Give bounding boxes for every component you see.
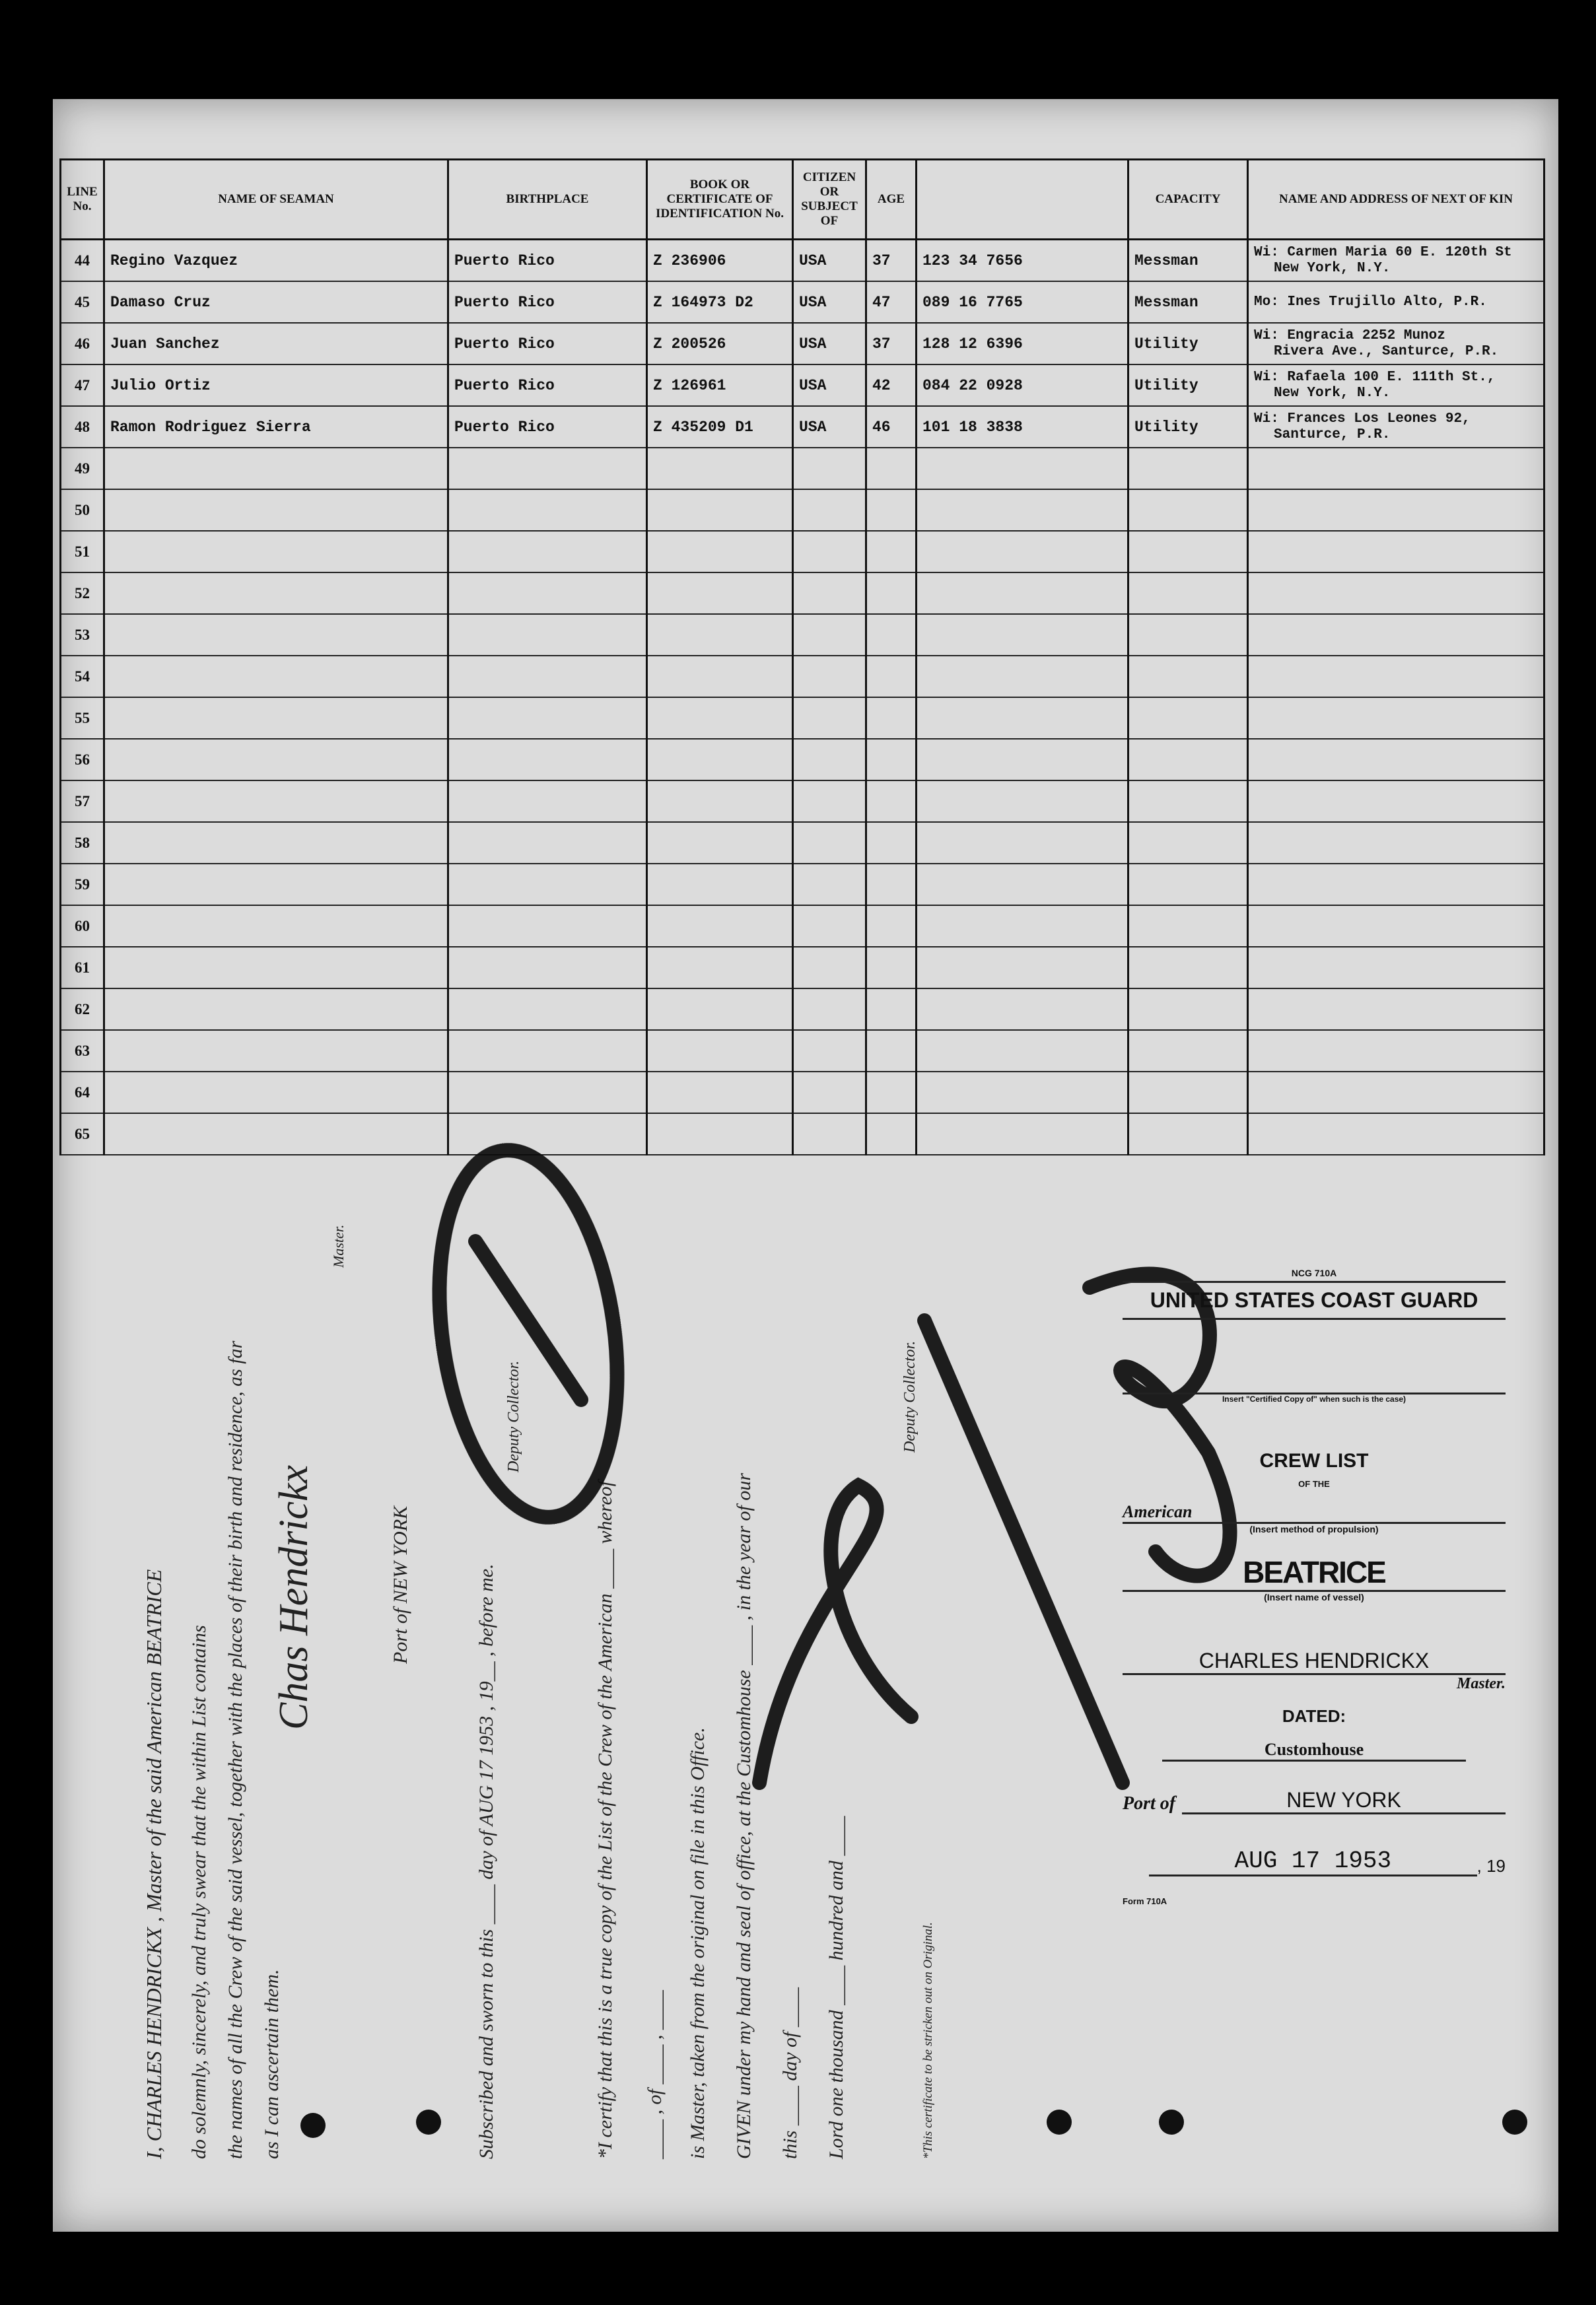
handwritten-digit-2 — [759, 1486, 911, 1783]
cell-name — [104, 448, 448, 489]
kin-line-1: Wi: Carmen Maria 60 E. 120th St — [1254, 244, 1512, 260]
cell-line: 51 — [61, 531, 104, 572]
cell-name — [104, 489, 448, 531]
cell-capacity — [1128, 656, 1248, 697]
cell-age: 46 — [866, 406, 917, 448]
cell-kin — [1248, 614, 1544, 656]
cell-kin — [1248, 780, 1544, 822]
cell-cert — [647, 1030, 793, 1072]
table-row — [61, 656, 1544, 697]
cell-ssn — [917, 572, 1128, 614]
cell-ssn — [917, 739, 1128, 780]
subscribed-sworn: Subscribed and sworn to this ____ day of AUG 17 1953 , 19__ , before me. — [475, 1564, 497, 2159]
kin-line-2: New York, N.Y. — [1274, 260, 1391, 276]
cell-name — [104, 614, 448, 656]
cell-name — [104, 864, 448, 905]
cell-kin — [1248, 1072, 1544, 1113]
table-row — [61, 780, 1544, 822]
certify-line-3: is Master, taken from the original on file in this Office. — [687, 1727, 709, 2159]
cell-birthplace — [448, 697, 647, 739]
cell-age — [866, 489, 917, 531]
cell-line: 64 — [61, 1072, 104, 1113]
punch-hole — [1159, 2110, 1184, 2135]
header-birthplace: BIRTHPLACE — [448, 160, 647, 240]
oath-line-2: do solemnly, sincerely, and truly swear that the within List contains — [188, 1625, 210, 2159]
cell-birthplace — [448, 780, 647, 822]
certify-line-5: this ____ day of ____ — [779, 1987, 801, 2159]
cell-line: 50 — [61, 489, 104, 531]
cell-age — [866, 905, 917, 947]
cell-name: Regino Vazquez — [104, 240, 448, 282]
cell-age: 37 — [866, 323, 917, 364]
cell-citizen — [793, 739, 866, 780]
kin-line-1: Wi: Engracia 2252 Munoz — [1254, 327, 1445, 343]
cell-cert — [647, 905, 793, 947]
cell-ssn — [917, 988, 1128, 1030]
table-row — [61, 323, 1544, 364]
cell-capacity — [1128, 1072, 1248, 1113]
oath-line-4: as I can ascertain them. — [261, 1969, 283, 2159]
cell-age — [866, 988, 917, 1030]
kin-line-1: Wi: Frances Los Leones 92, — [1254, 411, 1471, 427]
cell-kin — [1248, 988, 1544, 1030]
cell-cert — [647, 572, 793, 614]
cell-cert — [647, 489, 793, 531]
cell-capacity: Utility — [1128, 406, 1248, 448]
cell-ssn — [917, 1030, 1128, 1072]
cell-line: 44 — [61, 240, 104, 282]
cell-cert — [647, 1072, 793, 1113]
table-row — [61, 572, 1544, 614]
punch-hole — [1047, 2110, 1072, 2135]
form-master-label: Master. — [1456, 1675, 1506, 1692]
cell-capacity: Utility — [1128, 323, 1248, 364]
cell-ssn — [917, 947, 1128, 988]
table-row — [61, 1030, 1544, 1072]
cell-birthplace — [448, 448, 647, 489]
cell-line: 62 — [61, 988, 104, 1030]
port-of-label: Port of — [1123, 1793, 1176, 1814]
cell-cert: Z 236906 — [647, 240, 793, 282]
table-row — [61, 281, 1544, 323]
cell-age — [866, 656, 917, 697]
form-code: NCG 710A — [1291, 1268, 1337, 1278]
crew-table-body — [61, 240, 1544, 1155]
subscribed-port: Port of NEW YORK — [390, 1505, 411, 1664]
port-line — [1123, 1788, 1506, 1814]
cell-kin — [1248, 572, 1544, 614]
cell-name: Juan Sanchez — [104, 323, 448, 364]
cell-name: Julio Ortiz — [104, 364, 448, 406]
cell-cert — [647, 988, 793, 1030]
table-row — [61, 614, 1544, 656]
cell-cert: Z 200526 — [647, 323, 793, 364]
certify-line-4: GIVEN under my hand and seal of office, at the Customhouse ____ , in the year of our — [733, 1472, 755, 2159]
cell-ssn: 128 12 6396 — [917, 323, 1128, 364]
table-row — [61, 489, 1544, 531]
cell-birthplace — [448, 988, 647, 1030]
cell-name — [104, 572, 448, 614]
cell-age: 42 — [866, 364, 917, 406]
cell-birthplace — [448, 822, 647, 864]
american-label: American — [1123, 1502, 1506, 1524]
header-citizen: CITIZEN OR SUBJECT OF — [793, 160, 866, 240]
cell-kin — [1248, 281, 1544, 323]
cell-ssn — [917, 614, 1128, 656]
cell-line: 59 — [61, 864, 104, 905]
cell-capacity — [1128, 531, 1248, 572]
cell-name — [104, 780, 448, 822]
cell-ssn — [917, 448, 1128, 489]
cell-birthplace — [448, 905, 647, 947]
cell-name: Ramon Rodriguez Sierra — [104, 406, 448, 448]
cell-age — [866, 739, 917, 780]
cell-citizen — [793, 448, 866, 489]
crew-list-title: CREW LIST — [1259, 1450, 1369, 1472]
kin-line-2: Santurce, P.R. — [1274, 427, 1391, 442]
cell-kin — [1248, 822, 1544, 864]
cell-birthplace: Puerto Rico — [448, 406, 647, 448]
cell-citizen: USA — [793, 240, 866, 282]
master-name: CHARLES HENDRICKX — [1123, 1649, 1506, 1675]
cell-ssn — [917, 1072, 1128, 1113]
cell-age — [866, 531, 917, 572]
cell-capacity — [1128, 780, 1248, 822]
cell-kin — [1248, 406, 1544, 448]
table-row — [61, 364, 1544, 406]
cell-cert — [647, 947, 793, 988]
cell-kin — [1248, 864, 1544, 905]
header-ssn — [917, 160, 1128, 240]
cell-citizen — [793, 572, 866, 614]
cell-citizen — [793, 614, 866, 656]
cell-line: 48 — [61, 406, 104, 448]
cell-citizen — [793, 1072, 866, 1113]
cell-ssn — [917, 780, 1128, 822]
date-stamp: AUG 17 1953 — [1149, 1847, 1477, 1876]
cell-age: 37 — [866, 240, 917, 282]
table-row — [61, 988, 1544, 1030]
cell-name — [104, 822, 448, 864]
cell-name — [104, 947, 448, 988]
cell-capacity — [1128, 988, 1248, 1030]
cell-age — [866, 1072, 917, 1113]
cell-name — [104, 739, 448, 780]
cell-birthplace — [448, 864, 647, 905]
cell-name — [104, 1072, 448, 1113]
table-row — [61, 739, 1544, 780]
certify-line-1: *I certify that this is a true copy of the List of the Crew of the American ____ whereof — [594, 1480, 616, 2159]
header-capacity: CAPACITY — [1128, 160, 1248, 240]
cell-ssn — [917, 489, 1128, 531]
cell-line: 46 — [61, 323, 104, 364]
cell-citizen — [793, 905, 866, 947]
cell-birthplace — [448, 947, 647, 988]
cell-line: 63 — [61, 1030, 104, 1072]
oath-master-label: Master. — [330, 1224, 347, 1268]
cell-line: 52 — [61, 572, 104, 614]
cell-citizen — [793, 864, 866, 905]
table-header-row — [61, 160, 1544, 240]
cell-cert — [647, 780, 793, 822]
cell-cert — [647, 614, 793, 656]
cell-birthplace: Puerto Rico — [448, 281, 647, 323]
certify-line-6: Lord one thousand ____ hundred and ____ — [825, 1816, 847, 2159]
cell-citizen — [793, 489, 866, 531]
cell-capacity — [1128, 905, 1248, 947]
cell-age — [866, 614, 917, 656]
punch-hole — [1502, 2110, 1527, 2135]
customhouse-label: Customhouse — [1162, 1740, 1466, 1762]
table-row — [61, 947, 1544, 988]
cell-age — [866, 448, 917, 489]
cell-birthplace: Puerto Rico — [448, 323, 647, 364]
cell-cert — [647, 822, 793, 864]
cell-capacity — [1128, 947, 1248, 988]
cell-citizen: USA — [793, 364, 866, 406]
cell-line: 53 — [61, 614, 104, 656]
cell-kin — [1248, 531, 1544, 572]
cell-capacity: Messman — [1128, 281, 1248, 323]
vessel-note: (Insert name of vessel) — [1264, 1592, 1364, 1602]
cell-kin — [1248, 489, 1544, 531]
cell-capacity — [1128, 822, 1248, 864]
cell-birthplace: Puerto Rico — [448, 364, 647, 406]
cell-kin — [1248, 364, 1544, 406]
certified-copy-note: Insert "Certified Copy of" when such is the case) — [1222, 1394, 1406, 1404]
header-cert: BOOK OR CERTIFICATE OF IDENTIFICATION No. — [647, 160, 793, 240]
cell-kin — [1248, 947, 1544, 988]
of-the-label: OF THE — [1298, 1479, 1330, 1489]
cell-capacity — [1128, 739, 1248, 780]
cell-birthplace — [448, 531, 647, 572]
propulsion-note: (Insert method of propulsion) — [1249, 1524, 1379, 1534]
cell-age — [866, 822, 917, 864]
port-name: NEW YORK — [1182, 1788, 1506, 1814]
cell-ssn: 089 16 7765 — [917, 281, 1128, 323]
cell-age: 47 — [866, 281, 917, 323]
cell-ssn — [917, 822, 1128, 864]
kin-line-1: Wi: Rafaela 100 E. 111th St., — [1254, 369, 1496, 385]
cell-name — [104, 656, 448, 697]
agency-title: UNITED STATES COAST GUARD — [1123, 1281, 1506, 1320]
cell-kin — [1248, 323, 1544, 364]
cell-age — [866, 1030, 917, 1072]
cell-name — [104, 905, 448, 947]
cell-name: Damaso Cruz — [104, 281, 448, 323]
table-row — [61, 905, 1544, 947]
cell-ssn: 084 22 0928 — [917, 364, 1128, 406]
cell-capacity — [1128, 614, 1248, 656]
cell-line: 45 — [61, 281, 104, 323]
cell-cert — [647, 656, 793, 697]
table-row — [61, 864, 1544, 905]
table-row — [61, 822, 1544, 864]
cell-kin — [1248, 240, 1544, 282]
cell-capacity: Messman — [1128, 240, 1248, 282]
cell-age — [866, 572, 917, 614]
date-line — [1123, 1847, 1506, 1876]
header-name: NAME OF SEAMAN — [104, 160, 448, 240]
cell-ssn — [917, 905, 1128, 947]
oath-line-1: I, CHARLES HENDRICKX , Master of the said American BEATRICE — [142, 1569, 166, 2159]
header-line: LINE No. — [61, 160, 104, 240]
vessel-name: BEATRICE — [1123, 1554, 1506, 1592]
cell-capacity — [1128, 1030, 1248, 1072]
cell-capacity — [1128, 489, 1248, 531]
handwritten-zero — [417, 1139, 639, 1529]
header-next-of-kin: NAME AND ADDRESS OF NEXT OF KIN — [1248, 160, 1544, 240]
cell-line: 61 — [61, 947, 104, 988]
table-row — [61, 448, 1544, 489]
cell-capacity — [1128, 697, 1248, 739]
cell-capacity — [1128, 448, 1248, 489]
cell-birthplace — [448, 489, 647, 531]
cell-citizen — [793, 947, 866, 988]
cell-kin — [1248, 1030, 1544, 1072]
cell-line: 49 — [61, 448, 104, 489]
cell-birthplace — [448, 1072, 647, 1113]
table-row — [61, 531, 1544, 572]
cell-kin — [1248, 656, 1544, 697]
cell-name — [104, 531, 448, 572]
cell-age — [866, 697, 917, 739]
cell-birthplace — [448, 1030, 647, 1072]
cell-line: 60 — [61, 905, 104, 947]
form-number: Form 710A — [1123, 1896, 1167, 1906]
deputy-collector-2: Deputy Collector. — [901, 1340, 919, 1453]
cell-cert: Z 435209 D1 — [647, 406, 793, 448]
cell-birthplace: Puerto Rico — [448, 240, 647, 282]
cell-ssn: 123 34 7656 — [917, 240, 1128, 282]
oath-line-3: the names of all the Crew of the said vessel, together with the places of their birth and residence, as far — [225, 1340, 246, 2159]
cell-citizen: USA — [793, 406, 866, 448]
cell-citizen: USA — [793, 323, 866, 364]
cell-birthplace — [448, 656, 647, 697]
cell-capacity — [1128, 864, 1248, 905]
cell-line: 56 — [61, 739, 104, 780]
cell-line: 65 — [61, 1113, 104, 1155]
year-suffix: , 19 — [1476, 1856, 1506, 1876]
cell-kin — [1248, 739, 1544, 780]
cell-cert — [647, 531, 793, 572]
cell-ssn — [917, 864, 1128, 905]
cell-ssn — [917, 531, 1128, 572]
certificate-footnote: *This certificate to be stricken out on Original. — [921, 1922, 935, 2159]
cell-citizen — [793, 988, 866, 1030]
cell-ssn — [917, 697, 1128, 739]
cell-ssn — [917, 656, 1128, 697]
cell-citizen — [793, 531, 866, 572]
cell-citizen — [793, 697, 866, 739]
cell-name — [104, 988, 448, 1030]
table-row — [61, 697, 1544, 739]
cell-cert — [647, 448, 793, 489]
table-row — [61, 240, 1544, 282]
cell-line: 47 — [61, 364, 104, 406]
table-row — [61, 1072, 1544, 1113]
cell-line: 55 — [61, 697, 104, 739]
cell-kin — [1248, 905, 1544, 947]
cell-citizen — [793, 1030, 866, 1072]
handwritten-digit-1 — [924, 1321, 1123, 1783]
cell-citizen: USA — [793, 281, 866, 323]
dated-label: DATED: — [1282, 1706, 1346, 1726]
cell-ssn: 101 18 3838 — [917, 406, 1128, 448]
punch-hole — [416, 2110, 441, 2135]
cell-name — [104, 697, 448, 739]
form-title-block — [1123, 1268, 1506, 1906]
cell-line: 54 — [61, 656, 104, 697]
cell-citizen — [793, 822, 866, 864]
table-row — [61, 406, 1544, 448]
cell-cert: Z 126961 — [647, 364, 793, 406]
header-age: AGE — [866, 160, 917, 240]
cell-citizen — [793, 780, 866, 822]
deputy-collector-1: Deputy Collector. — [505, 1360, 522, 1472]
handwritten-slash — [475, 1241, 581, 1400]
kin-line-2: New York, N.Y. — [1274, 385, 1391, 401]
crew-table — [59, 158, 1545, 1155]
cell-capacity: Utility — [1128, 364, 1248, 406]
master-signature: Chas Hendrickx — [271, 1464, 316, 1730]
cell-cert — [647, 739, 793, 780]
kin-line-2: Rivera Ave., Santurce, P.R. — [1274, 343, 1499, 359]
cell-citizen — [793, 656, 866, 697]
cell-birthplace — [448, 614, 647, 656]
cell-line: 57 — [61, 780, 104, 822]
cell-cert — [647, 697, 793, 739]
cell-kin — [1248, 448, 1544, 489]
cell-cert: Z 164973 D2 — [647, 281, 793, 323]
cell-kin — [1248, 697, 1544, 739]
kin-line-1: Mo: Ines Trujillo Alto, P.R. — [1254, 294, 1487, 310]
cell-capacity — [1128, 572, 1248, 614]
cell-birthplace — [448, 572, 647, 614]
cell-age — [866, 780, 917, 822]
certify-line-2: ____ , of ____ , ____ — [644, 1990, 666, 2159]
cell-age — [866, 947, 917, 988]
punch-hole — [300, 2113, 326, 2138]
cell-age — [866, 864, 917, 905]
cell-line: 58 — [61, 822, 104, 864]
cell-cert — [647, 864, 793, 905]
cell-name — [104, 1030, 448, 1072]
cell-birthplace — [448, 739, 647, 780]
